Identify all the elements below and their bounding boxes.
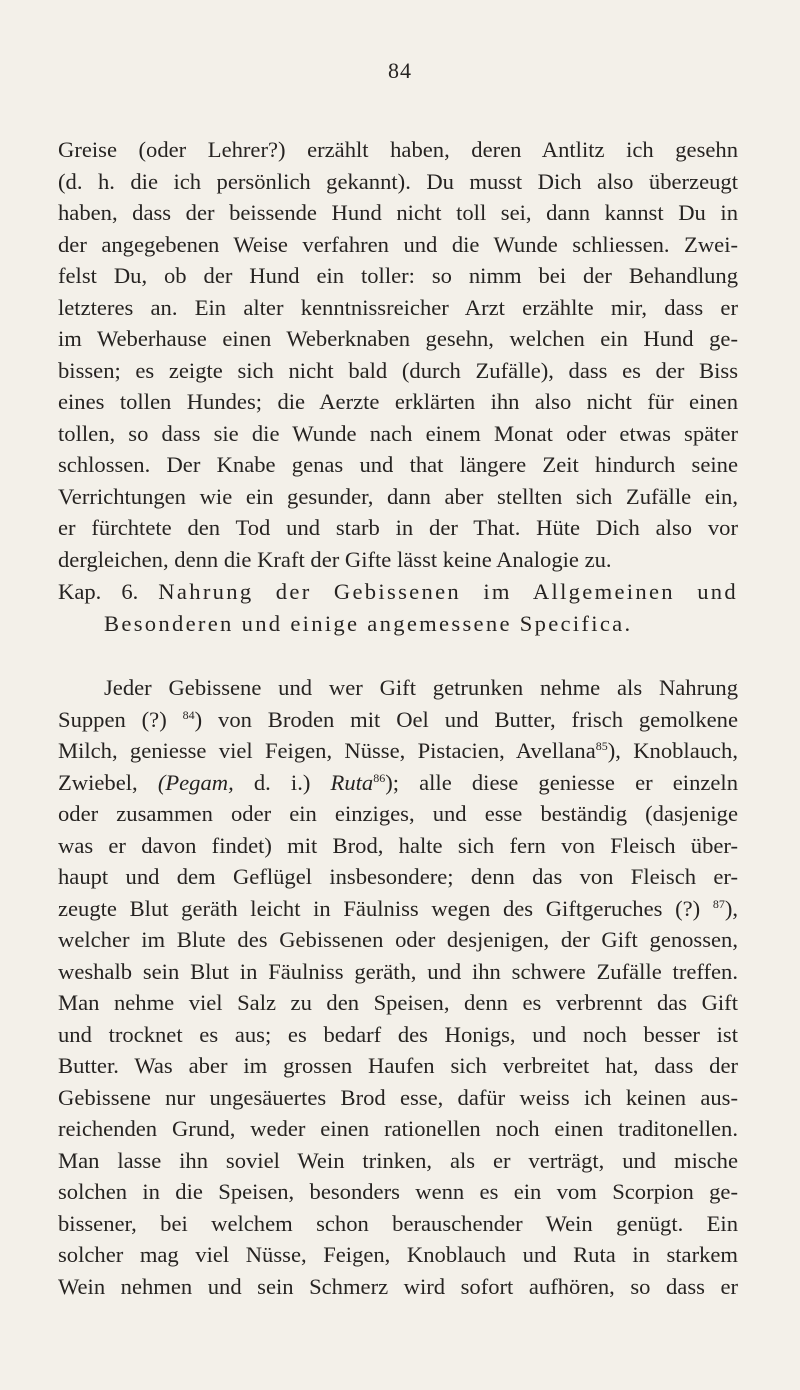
text-line: welcher im Blute des Gebissenen oder desjenigen, der Gift genossen, <box>58 927 738 952</box>
text-line: Wein nehmen und sein Schmerz wird sofort aufhören, so dass er <box>58 1273 738 1299</box>
chapter-heading-line-1 <box>58 576 738 608</box>
footnote-ref-85: 85 <box>595 739 608 753</box>
text-line: eines tollen Hundes; die Aerzte erklärten ihn also nicht für einen <box>58 389 738 414</box>
italic-term-ruta: Ruta <box>330 769 374 795</box>
italic-term-pegam: (Pegam, <box>157 769 234 795</box>
text-line: dergleichen, denn die Kraft der Gifte lässt keine Analogie zu. <box>58 546 612 572</box>
text-line: der angegebenen Weise verfahren und die Wunde schliessen. Zwei- <box>58 231 738 257</box>
text-line: Verrichtungen wie ein gesunder, dann aber stellten sich Zufälle ein, <box>58 483 738 509</box>
text-line: im Weberhause einen Weberknaben gesehn, welchen ein Hund ge- <box>58 326 738 351</box>
text-line: Jeder Gebissene und wer Gift getrunken nehme als Nahrung <box>104 675 738 700</box>
text-segment: Zwiebel, <box>58 769 158 795</box>
text-segment: d. i.) <box>233 769 331 795</box>
chapter-title-part-2: Besonderen und einige angemessene Specifica. <box>104 610 633 636</box>
text-line: tollen, so dass sie die Wunde nach einem Monat oder etwas später <box>58 420 738 446</box>
chapter-number: Kap. 6. <box>58 579 139 604</box>
text-line <box>58 704 738 736</box>
footnote-ref-84: 84 <box>182 707 195 722</box>
page-number: 84 <box>388 58 412 83</box>
paragraph-1 <box>58 134 738 575</box>
paragraph-2 <box>58 672 738 1302</box>
text-line: bissener, bei welchem schon berauschender Wein genügt. Ein <box>58 1210 738 1236</box>
text-segment: zeugte Blut geräth leicht in Fäulniss wegen des Giftgeruches (?) <box>58 895 713 921</box>
text-line: bissen; es zeigte sich nicht bald (durch Zufälle), dass es der Biss <box>58 357 738 383</box>
text-line: letzteres an. Ein alter kenntnissreicher Arzt erzählte mir, dass er <box>58 294 738 320</box>
text-line: felst Du, ob der Hund ein toller: so nimm bei der Behandlung <box>58 263 738 288</box>
text-segment: ) von Broden mit Oel und Butter, frisch gemolkene <box>194 706 739 732</box>
text-line: solcher mag viel Nüsse, Feigen, Knoblauch und Ruta in starkem <box>58 1242 738 1267</box>
text-line <box>58 735 738 767</box>
text-line: weshalb sein Blut in Fäulniss geräth, und ihn schwere Zufälle treffen. <box>58 958 738 984</box>
text-segment: ); alle diese geniesse er einzeln <box>385 769 739 795</box>
text-line: Greise (oder Lehrer?) erzählt haben, deren Antlitz ich gesehn <box>58 137 738 162</box>
text-segment: Milch, geniesse viel Feigen, Nüsse, Pistacien, Avellana <box>58 738 596 763</box>
text-line <box>58 767 738 799</box>
text-line <box>58 893 738 925</box>
text-line: und trocknet es aus; es bedarf des Honigs, und noch besser ist <box>58 1021 738 1047</box>
text-line: reichenden Grund, weder einen rationellen noch einen traditonellen. <box>58 1116 738 1141</box>
text-line: was er davon findet) mit Brod, halte sich fern von Fleisch über- <box>58 832 738 858</box>
footnote-ref-87: 87 <box>712 896 725 911</box>
text-line: (d. h. die ich persönlich gekannt). Du musst Dich also überzeugt <box>58 168 738 194</box>
text-line: oder zusammen oder ein einziges, und esse beständig (dasjenige <box>58 801 738 826</box>
footnote-ref-86: 86 <box>373 770 386 785</box>
text-line: Gebissene nur ungesäuertes Brod esse, dafür weiss ich keinen aus- <box>58 1084 738 1110</box>
text-line: schlossen. Der Knabe genas und that längere Zeit hindurch seine <box>58 452 738 477</box>
text-line: haben, dass der beissende Hund nicht toll sei, dann kannst Du in <box>58 200 738 225</box>
text-segment: ), Knoblauch, <box>607 738 738 763</box>
chapter-heading <box>58 576 738 639</box>
text-segment: Suppen (?) <box>58 706 183 732</box>
text-line: Man lasse ihn soviel Wein trinken, als er verträgt, und mische <box>58 1147 738 1173</box>
text-line: Man nehme viel Salz zu den Speisen, denn es verbrennt das Gift <box>58 990 738 1015</box>
text-line: haupt und dem Geflügel insbesondere; denn das von Fleisch er- <box>58 864 738 889</box>
chapter-title-part-1: Nahrung der Gebissenen im Allgemeinen und <box>158 579 738 604</box>
text-line: solchen in die Speisen, besonders wenn es ein vom Scorpion ge- <box>58 1179 738 1204</box>
text-line: er fürchtete den Tod und starb in der That. Hüte Dich also vor <box>58 515 738 540</box>
text-line: Butter. Was aber im grossen Haufen sich verbreitet hat, dass der <box>58 1053 738 1078</box>
text-segment: ), <box>724 895 738 921</box>
